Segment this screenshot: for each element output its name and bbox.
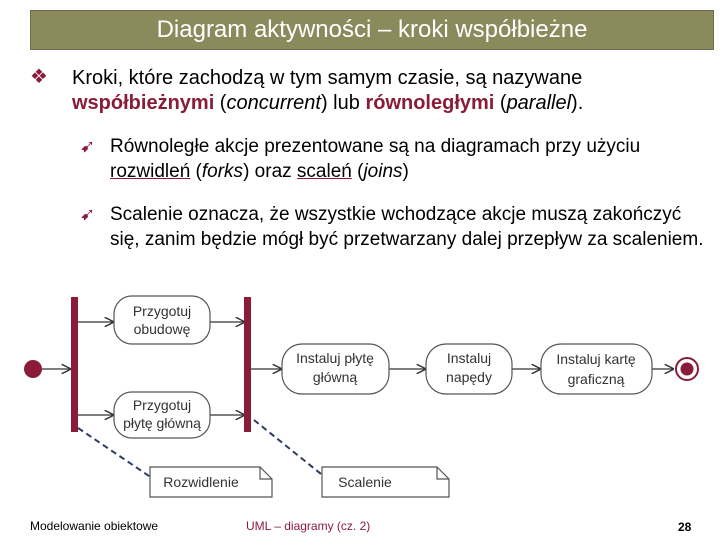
link-forks[interactable]: rozwidleń xyxy=(110,161,191,182)
action-install-drives xyxy=(426,344,512,394)
svg-text:obudowę: obudowę xyxy=(133,321,191,337)
italic-term: forks xyxy=(201,161,244,182)
sub-text-part: ) oraz xyxy=(243,161,297,182)
italic-term: parallel xyxy=(506,92,572,114)
svg-text:napędy: napędy xyxy=(446,369,492,385)
sub-text-part: Równoległe akcje prezentowane są na diagramach przy użyciu xyxy=(110,136,641,157)
italic-term: concurrent xyxy=(226,92,321,114)
action-prepare-case xyxy=(114,296,210,344)
bullet-text-part: ). xyxy=(571,92,584,114)
svg-text:Instaluj kartę: Instaluj kartę xyxy=(556,351,636,367)
bullet-text-part: ( xyxy=(494,92,507,114)
join-bar xyxy=(244,297,251,432)
page-number: 28 xyxy=(678,520,692,534)
action-prepare-motherboard xyxy=(114,392,210,438)
footer-topic: UML – diagramy (cz. 2) xyxy=(246,519,371,533)
keyword-parallel: równoległymi xyxy=(365,92,495,114)
diamond-bullet-icon: ❖ xyxy=(30,66,48,88)
svg-text:Scalenie: Scalenie xyxy=(338,474,392,490)
action-install-graphics-card xyxy=(541,344,652,394)
action-install-motherboard xyxy=(282,344,389,394)
initial-node xyxy=(24,360,42,378)
svg-text:Rozwidlenie: Rozwidlenie xyxy=(163,474,239,490)
note-fork xyxy=(150,467,272,497)
sub-bullet-2-text: Scalenie oznacza, że wszystkie wchodzące akcje muszą zakończyć się, zanim będzie mógł być przetwarzany dalej przepływ za scaleniem. xyxy=(110,204,704,250)
svg-text:Przygotuj: Przygotuj xyxy=(132,303,192,319)
link-joins[interactable]: scaleń xyxy=(296,161,352,182)
sub-text-part: ( xyxy=(351,161,364,182)
svg-text:główną: główną xyxy=(312,369,358,385)
sub-text-part: ( xyxy=(190,161,202,182)
final-node xyxy=(676,358,698,380)
sub-text-part: ) xyxy=(402,161,409,182)
italic-term: joins xyxy=(363,161,403,182)
svg-text:graficzną: graficzną xyxy=(567,371,625,387)
svg-text:Instaluj płytę: Instaluj płytę xyxy=(296,350,374,366)
bullet-text-part: ) lub xyxy=(320,92,366,114)
fork-bar xyxy=(71,297,78,432)
svg-text:Instaluj: Instaluj xyxy=(446,350,492,366)
keyword-concurrent: współbieżnymi xyxy=(72,92,215,114)
note-join xyxy=(322,467,449,497)
arrow-bullet-icon: ➹ xyxy=(80,204,96,224)
arrow-bullet-icon: ➹ xyxy=(80,136,96,156)
footer-course: Modelowanie obiektowe xyxy=(30,519,159,533)
svg-text:płytę główną: płytę główną xyxy=(123,415,201,431)
bullet-text-part: Kroki, które zachodzą w tym samym czasie, są nazywane xyxy=(72,67,583,89)
bullet-text-part: ( xyxy=(214,92,227,114)
svg-text:Przygotuj: Przygotuj xyxy=(132,397,192,413)
slide-title: Diagram aktywności – kroki współbieżne xyxy=(30,10,714,50)
